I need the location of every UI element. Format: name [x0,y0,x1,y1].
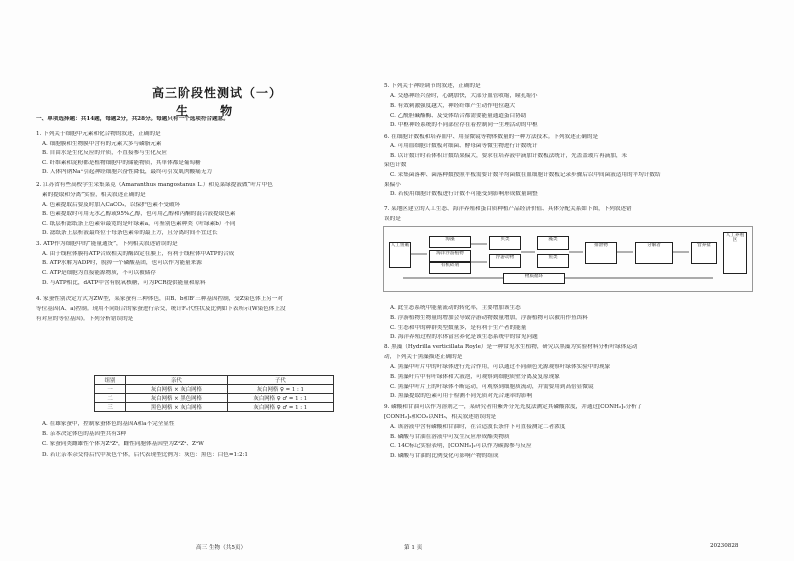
question-line: B. 有效刺激强度越大，神经纤维产生动作电位越大 [390,103,516,109]
question-line: D. 人体内钠Na⁺引起神经细胞兴奋性降低，最终可引发肌肉酸痛无力 [42,169,213,175]
question-line: 果偏小 [384,182,401,188]
question-line: A. 黑藻中叶片中的叶绿体进行光合作用，可以通过不同颜色光源观察叶绿体实验中的现象 [390,364,611,370]
question-line: B. 自由水是生化反应的介质，不直接参与生化反应 [42,150,168,156]
genetics-table [94,375,334,412]
table-header-offspring: 子代 [227,376,333,385]
table-cell: 灰白网格 ♀ ♂ = 1 : 1 [227,403,333,412]
question-line: C. 纤维素和淀粉都是植物细胞中的储能物质，其单体都是葡萄糖 [42,160,201,166]
diagram-box: 贝类 [489,236,521,250]
diagram-box: 有机碎屑 [429,262,471,274]
question-line: D. 若使用细胞计数板进行计数不可能受到影响形成数量调整 [390,191,538,197]
question-line: 6. 在细胞计数板和培养皿中、用显微镜等物体数量的一种方法技术。下列叙述正确的是 [384,134,599,140]
footer-left: 高三 生物（共5页） [196,545,247,551]
question-line: D. 与ATP相比，dATP中含有脱氧核糖，可为PCR提供能量和原料 [42,280,206,286]
question-line: B. 色素提取时可用无水乙醇或95%乙醇，也可用乙醇和丙酮的混合液提取色素 [42,211,236,217]
exam-title: 高三阶段性测试（一） [152,86,283,100]
question-line: B. ATP水解为ADP时，脱掉一个磷酸基团，也可以作为能量来源 [42,260,202,266]
question-line: 5. 下列关于神经调节的叙述，正确的是 [384,83,481,89]
table-cell: 灰白网格 × 黑色网格 [126,394,228,403]
question-line: 动，下列关于黑藻描述正确的是 [384,354,463,360]
question-line: 等位基因(A、a)控制。现用不同组合的家蚕进行杂交，统计F₁代性状及比例如下表所示(W染色体上没 [36,306,286,312]
question-line: 2. 江苏省有些高校学生采集菜苋（Amaranthus mangostanus L.）和苋菜绿提液做“叶片中色 [36,182,273,188]
diagram-box: 浮游动物 [489,254,521,268]
question-line: C. 14C标记实验表明，[CONH₂]₂可以作为碳源参与反应 [390,443,532,449]
table-cell: 二 [95,394,126,403]
question-line: 1. 下列关于细胞中元素和化合物的叙述，正确的是 [36,131,161,137]
question-line: B. 亲本决定体色的基因型共有3种 [42,431,126,437]
question-line: C. 采集菌落种、菌落种数按照平板需要计数平均菌数在血细胞计数板记录步骤后以中间菌液适用的平均计数结 [390,172,661,178]
table-cell: 一 [95,385,126,394]
footer-page: 第 1 页 [404,545,423,551]
table-cell: 灰白网格 × 灰白网格 [126,385,228,394]
question-line: [CONH₂]₂和CO₂以NH₃，相关叙述错误的是 [384,414,497,420]
table-row [95,394,334,403]
question-line: A. 色素提取后要及时加入CaCO₃，以保护色素不受破坏 [42,202,181,208]
table-row [95,385,334,394]
question-line: 3. ATP作为细胞中的“能量通货”，下列相关叙述错误的是 [36,241,178,247]
question-line: D. 中枢神经系统的不同部位存在着控制同一生理活动的中枢 [390,122,538,128]
question-line: 7. 某地区建立的人工生态、海洋养殖和蛋白质种植产品经济价值、具体分配关系如下图，下列叙述错 [384,206,632,212]
diagram-box: 分解者 [635,242,673,264]
question-line: A. 交感神经兴奋时，心跳加快，大部分血管收缩，瞳孔缩小 [390,93,538,99]
question-line: C. 黑藻中叶片上的叶绿体不断运动，可观察到细胞质流动，并需要用到高倍显微镜 [390,384,594,390]
diagram-box: 海藻 [429,236,471,248]
diagram-box: 排泄物 [585,242,617,264]
footer-code: 20230828 [710,543,739,549]
question-line: A. 细胞膜和生物膜中含有的元素大多与磷脂元素 [42,141,162,147]
question-line: A. 由于线粒体膜将ATP合成相关的酶固定在膜上，有利于线粒体中ATP的合成 [42,251,235,257]
question-line: C. 纸层析滤纸条上色素带最宽的是叶绿素a，可鉴别色素种类（叶绿素b）不同 [42,221,236,227]
diagram-box: 营养盐 [691,242,717,264]
question-line: 染色计数 [384,162,407,168]
question-line: 9. 磷酸和甘油可以作为溶剂之一，某研究者用紫外分光光度法测定其磷酸浓度，并通过[CONH₂]₂分析了 [384,404,643,410]
table-cell: 黑色网格 × 灰白网格 [126,403,228,412]
table-header-group: 组别 [95,376,126,385]
table-cell: 灰白网格 ♀ ♂ = 1 : 1 [227,394,333,403]
diagram-box: 人工养殖区 [723,232,747,274]
question-line: 素的提取和分离”实验，相关叙述正确的是 [42,192,146,198]
diagram-box: 鱼类 [537,254,569,268]
diagram-bottom-label: 物质循环 [503,273,565,284]
question-line: A. 此生态系统中能量流动的转化率，主要增加该生态 [390,305,521,311]
question-line: D. 磷酸与甘油的比例变化可影响产物的组成 [390,453,499,459]
question-line: C. 家蚕同类雌雄性个体为ZᴬZᵃ，雌性同胞体基因型为ZᴬZᵃ、ZᵃW [42,441,204,447]
table-cell: 三 [95,403,126,412]
question-line: D. 滤纸条上层析液最终位于每条色素带的最上方，且分离时间不宜过长 [42,230,218,236]
question-line: 误的是 [384,216,401,222]
subject-title: 生 物 [176,104,247,118]
question-line: B. 以计数计时若体积计数结果偏大，要求在培养液中滴加计数板法统计，先盖盖玻片再滴加，未 [390,153,628,159]
table-row [95,403,334,412]
question-line: A. 该溶液中含有磷酸和甘油时，在合适波长条件下可直接测定二者浓度 [390,424,566,430]
question-line: 4. 家蚕性别决定方式为ZW型，某家蚕有三种体色，由B、b和Bʳ三种基因控制，受Z染色体上另一对 [36,296,283,302]
question-line: D. 若让亲本杂交得后代中灰色个体，后代表现型比例为：灰色：黑色：白色=1:2:1 [42,452,248,458]
question-line: D. 黑藻提取的色素可用于检测不同光质对光合速率的影响 [390,393,533,399]
question-line: A. 在雄家蚕中，控制家蚕体色的基因A和a不完全显性 [42,421,175,427]
question-line: D. 海洋养殖过程的水体富营养化是该生态系统中的常见问题 [390,334,538,340]
question-line: B. 磷酸与甘油在溶液中可发生反应形成酯类物质 [390,434,510,440]
question-line: C. ATP是细胞为直接能源物质，不可以被储存 [42,270,156,276]
question-line: B. 黑藻叶片中有叶绿体和大液泡，可观察到细胞质壁分离及复原现象 [390,374,560,380]
question-line: C. 生态和中的种群类型数量多，是有利于生产者的能量 [390,325,527,331]
diagram-box: 海洋浮游植物 [429,250,471,262]
section-heading: 一、单项选择题：共14题，每题2分，共28分。每题只有一个选项符合题意。 [36,116,229,122]
diagram-box: 藻类 [537,236,569,250]
table-header-parents: 亲代 [126,376,228,385]
question-line: B. 浮游植物生物量的增加会导致浮游动物数量增加，浮游植物可以被用作鱼饵料 [390,315,588,321]
diagram-box: 人工鱼礁 [389,242,411,268]
question-line: C. 乙酰胆碱酯酶、及受体结合都需要能量通道蛋白协助 [390,113,527,119]
question-line: A. 可用血细胞计数板对细菌、酵母菌等微生物进行计数统计 [390,143,538,149]
question-line: 有对应的等位基因)。下列分析错误的是 [36,316,134,322]
ecosystem-diagram [383,226,753,292]
question-line: 8. 黑藻（Hydrilla verticillata Royle）是一种常见水生植物，研究以黑藻为实验材料分析叶绿体运动 [384,344,638,350]
table-cell: 灰白网格 ♀ = 1 : 1 [227,385,333,394]
